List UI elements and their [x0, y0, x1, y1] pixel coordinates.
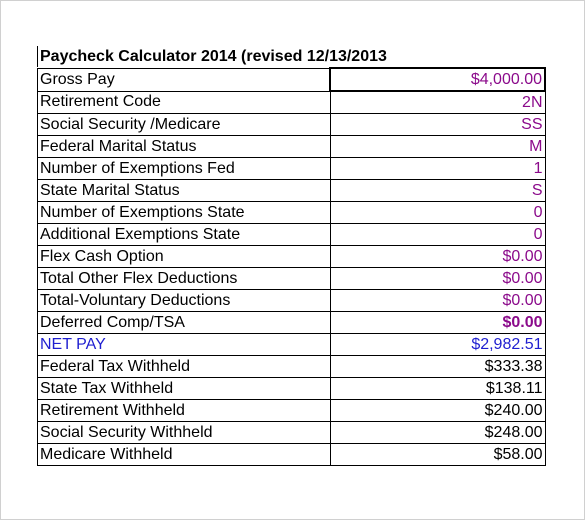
row-value-cell[interactable]: $4,000.00 — [330, 68, 545, 91]
row-value-cell[interactable]: 1 — [330, 158, 545, 180]
row-value-cell[interactable]: 0 — [330, 224, 545, 246]
table-body — [38, 68, 546, 466]
row-label-cell[interactable]: Flex Cash Option — [38, 246, 331, 268]
table-row — [38, 400, 546, 422]
row-label-cell[interactable]: Number of Exemptions State — [38, 202, 331, 224]
row-label-cell[interactable]: NET PAY — [38, 334, 331, 356]
row-label-cell[interactable]: Federal Marital Status — [38, 136, 331, 158]
sheet-title: Paycheck Calculator 2014 (revised 12/13/2013 — [37, 46, 542, 67]
table-row — [38, 312, 546, 334]
row-label-cell[interactable]: State Tax Withheld — [38, 378, 331, 400]
table-row — [38, 136, 546, 158]
row-label-cell[interactable]: Total-Voluntary Deductions — [38, 290, 331, 312]
row-value-cell[interactable]: $138.11 — [330, 378, 545, 400]
table-row — [38, 68, 546, 91]
row-label-cell[interactable]: Medicare Withheld — [38, 444, 331, 466]
row-value-cell[interactable]: S — [330, 180, 545, 202]
row-value-cell[interactable]: $0.00 — [330, 290, 545, 312]
table-row — [38, 114, 546, 136]
row-label-cell[interactable]: Retirement Code — [38, 91, 331, 114]
row-value-cell[interactable]: 2N — [330, 91, 545, 114]
table-row — [38, 91, 546, 114]
table-row — [38, 158, 546, 180]
table-row — [38, 378, 546, 400]
row-label-cell[interactable]: Gross Pay — [38, 68, 331, 91]
spreadsheet — [37, 46, 546, 466]
row-label-cell[interactable]: Number of Exemptions Fed — [38, 158, 331, 180]
row-label-cell[interactable]: Deferred Comp/TSA — [38, 312, 331, 334]
table-row — [38, 202, 546, 224]
paycheck-table — [37, 67, 546, 466]
row-value-cell[interactable]: $333.38 — [330, 356, 545, 378]
row-label-cell[interactable]: Total Other Flex Deductions — [38, 268, 331, 290]
table-row — [38, 268, 546, 290]
table-row — [38, 444, 546, 466]
table-row — [38, 422, 546, 444]
row-label-cell[interactable]: Federal Tax Withheld — [38, 356, 331, 378]
row-value-cell[interactable]: $58.00 — [330, 444, 545, 466]
table-row — [38, 290, 546, 312]
row-value-cell[interactable]: $0.00 — [330, 268, 545, 290]
row-label-cell[interactable]: Social Security Withheld — [38, 422, 331, 444]
row-value-cell[interactable]: $248.00 — [330, 422, 545, 444]
row-label-cell[interactable]: State Marital Status — [38, 180, 331, 202]
row-value-cell[interactable]: $2,982.51 — [330, 334, 545, 356]
row-label-cell[interactable]: Additional Exemptions State — [38, 224, 331, 246]
row-value-cell[interactable]: $0.00 — [330, 312, 545, 334]
table-row — [38, 224, 546, 246]
table-row — [38, 246, 546, 268]
table-row — [38, 180, 546, 202]
row-label-cell[interactable]: Retirement Withheld — [38, 400, 331, 422]
table-row — [38, 356, 546, 378]
row-label-cell[interactable]: Social Security /Medicare — [38, 114, 331, 136]
row-value-cell[interactable]: $240.00 — [330, 400, 545, 422]
row-value-cell[interactable]: SS — [330, 114, 545, 136]
row-value-cell[interactable]: $0.00 — [330, 246, 545, 268]
row-value-cell[interactable]: M — [330, 136, 545, 158]
table-row — [38, 334, 546, 356]
row-value-cell[interactable]: 0 — [330, 202, 545, 224]
